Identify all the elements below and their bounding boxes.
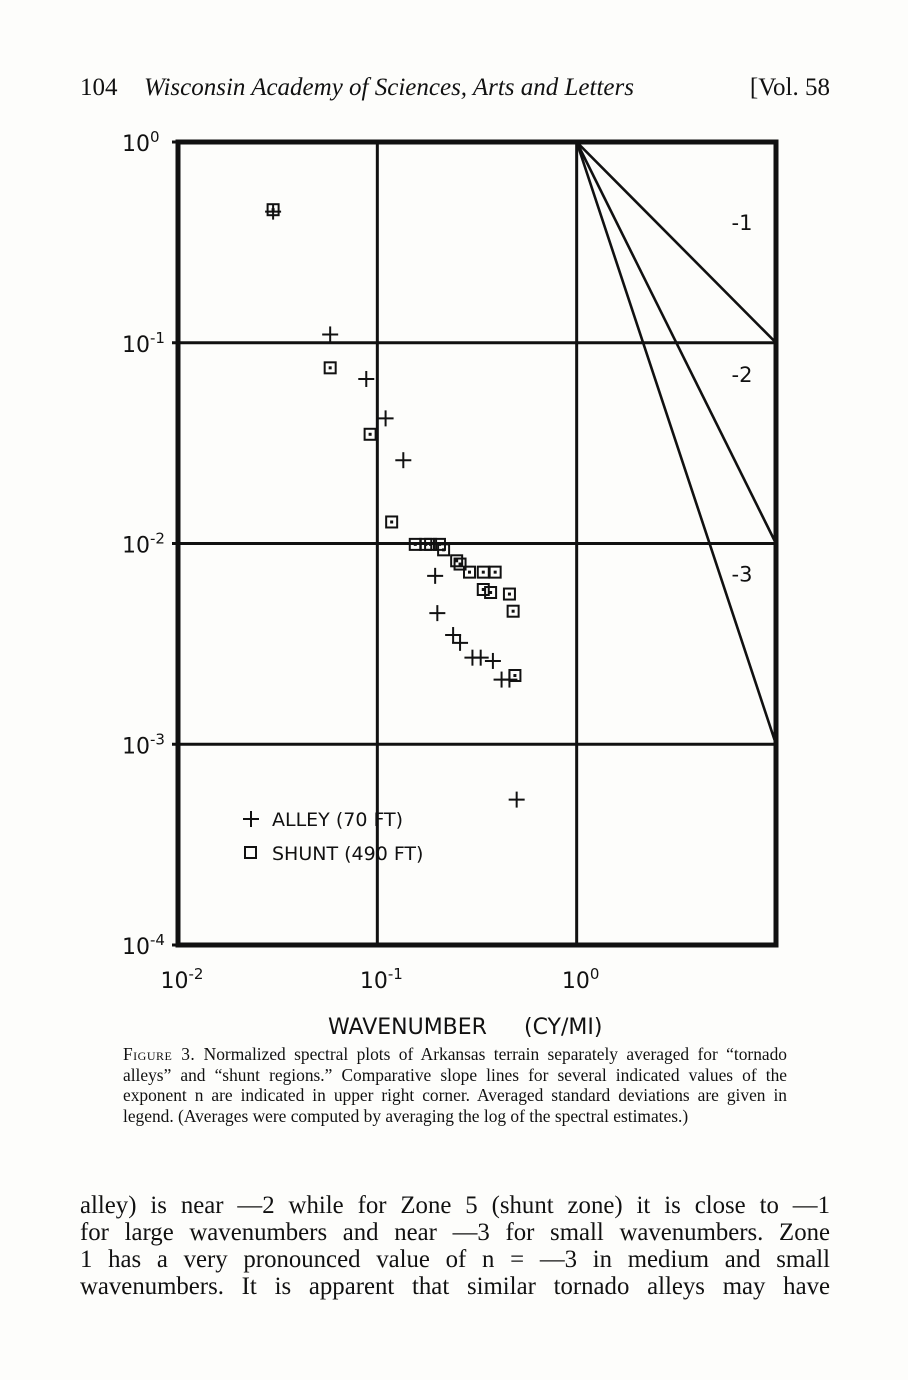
caption-text: Normalized spectral plots of Arkansas terrain separately averaged for “tornado alleys” and “shunt regions.” Comparative slope lines for several indicated values of the exponent n are indicated in upper right corner. Averaged standard deviations are given in legend. (Averages were computed by averaging the log of the spectral estimates.) [123, 1044, 788, 1126]
y-tick-label: $10^{-1}$ [122, 328, 165, 358]
legend-label: ALLEY (70 FT) [272, 809, 404, 831]
slope-label: -1 [731, 210, 753, 235]
shunt-point [508, 606, 519, 617]
page-number: 104 [80, 74, 118, 101]
shunt-point [485, 587, 496, 598]
alley-point [378, 410, 394, 426]
x-axis-title: WAVENUMBER [328, 1015, 487, 1040]
legend-entry [245, 843, 423, 865]
alley-point [395, 452, 411, 468]
data-points [265, 204, 525, 808]
alley-point [473, 650, 489, 666]
alley-point [445, 627, 461, 643]
x-tick-label: $10^{-2}$ [160, 965, 204, 994]
body-line: for large wavenumbers and near —3 for small wavenumbers. Zone [80, 1219, 830, 1246]
grid-lines [178, 142, 776, 945]
shunt-point [478, 567, 489, 578]
body-line: alley) is near —2 while for Zone 5 (shunt zone) it is close to —1 [80, 1192, 830, 1219]
y-tick-label: $10^0$ [122, 128, 160, 157]
body-line: wavenumbers. It is apparent that similar tornado alleys may have [80, 1273, 830, 1300]
alley-point [427, 568, 443, 584]
legend-square-marker [245, 847, 256, 858]
alley-point [452, 635, 468, 651]
x-tick-label: $10^{-1}$ [359, 965, 403, 994]
slope-label: -3 [731, 562, 753, 587]
shunt-point [365, 429, 376, 440]
y-tick-label: $10^{-3}$ [122, 730, 165, 760]
alley-point [322, 326, 338, 342]
volume-label: [Vol. 58 [749, 74, 830, 101]
slope-line [577, 142, 776, 343]
body-line: 1 has a very pronounced value of n = —3 in medium and small [80, 1246, 830, 1273]
alley-point [358, 371, 374, 387]
body-paragraph [80, 1192, 830, 1300]
chart-legend [243, 809, 423, 865]
shunt-point [478, 584, 489, 595]
x-axis-label [328, 1015, 602, 1040]
slope-lines [577, 142, 776, 744]
x-tick-label: $10^0$ [561, 965, 600, 994]
alley-point [485, 653, 501, 669]
journal-title: Wisconsin Academy of Sciences, Arts and Letters [144, 74, 634, 101]
caption-label: Figure 3. [123, 1044, 196, 1064]
shunt-point [504, 589, 515, 600]
x-axis-unit: (CY/MI) [524, 1015, 603, 1040]
figure-caption [123, 1044, 787, 1126]
legend-entry [243, 809, 403, 831]
slope-label: -2 [731, 362, 753, 387]
alley-point [429, 605, 445, 621]
shunt-point [386, 516, 397, 527]
alley-point [509, 792, 525, 808]
y-tick-label: $10^{-4}$ [122, 931, 165, 960]
legend-label: SHUNT (490 FT) [272, 843, 424, 865]
y-tick-label: $10^{-2}$ [122, 529, 165, 559]
shunt-point [325, 362, 336, 373]
shunt-point [490, 567, 501, 578]
